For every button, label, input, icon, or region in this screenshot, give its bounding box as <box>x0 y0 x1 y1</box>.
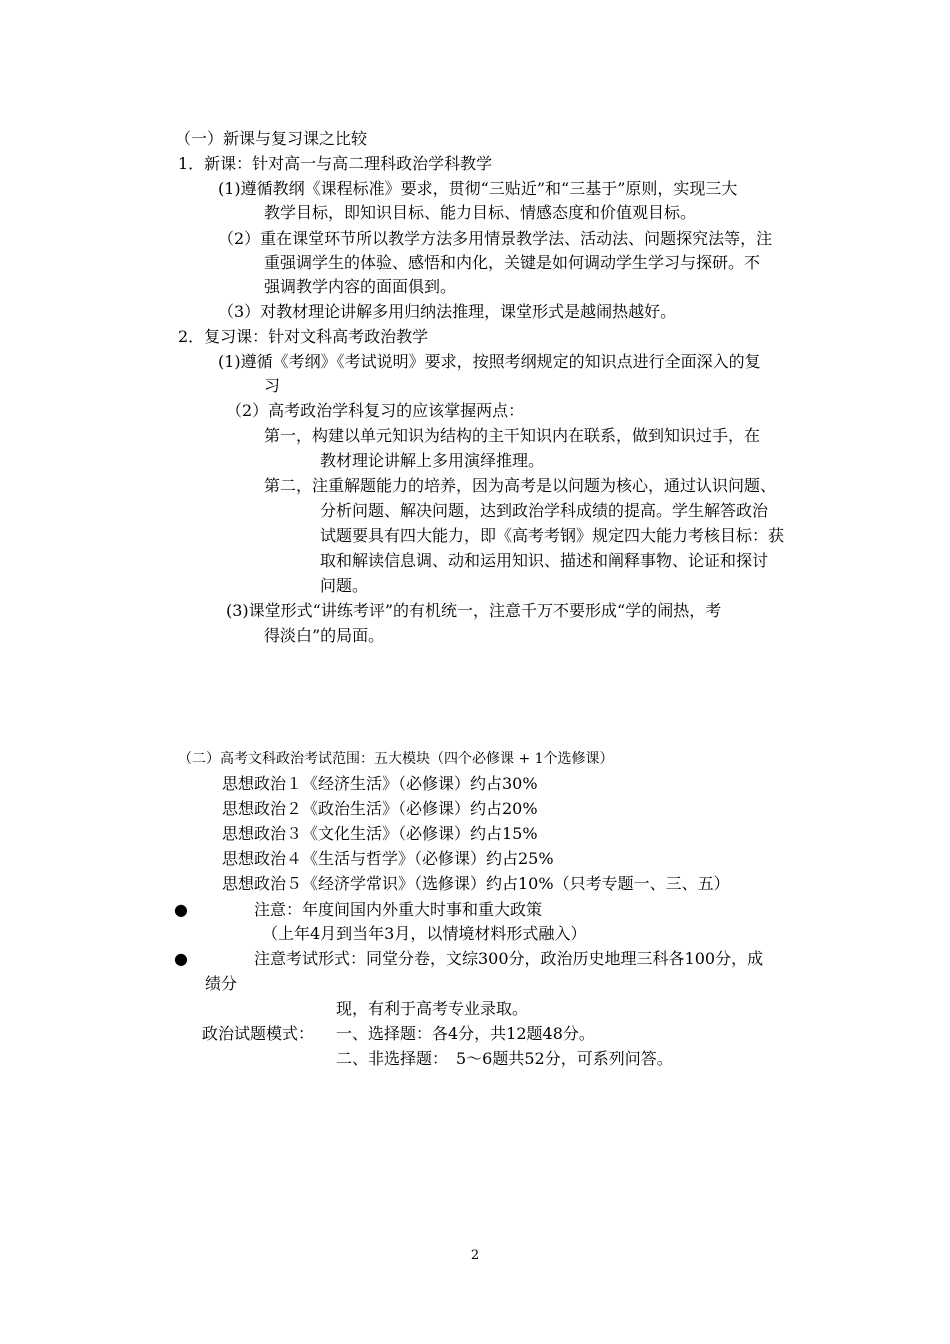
part2-item3-line1: (3)课堂形式“讲练考评”的有机统一，注意千万不要形成“学的闹热，考 <box>226 601 722 620</box>
format-label: 政治试题模式： <box>202 1024 315 1043</box>
point2-line4: 取和解读信息调、动和运用知识、描述和阐释事物、论证和探讨 <box>320 551 769 570</box>
part2-item1-line1: (1)遵循《考纲》《考试说明》要求，按照考纲规定的知识点进行全面深入的复 <box>218 352 761 371</box>
part1-item2-line2: 重强调学生的体验、感悟和内化，关键是如何调动学生学习与探研。不 <box>264 253 761 272</box>
part1-item2-line3: 强调教学内容的面面俱到。 <box>264 277 457 296</box>
part1-title: 1．新课：针对高一与高二理科政治学科教学 <box>178 154 493 173</box>
format-item-1: 一、选择题：各4分，共12题48分。 <box>336 1024 595 1043</box>
bullet-icon: ● <box>174 949 188 968</box>
point2-line5: 问题。 <box>320 576 369 595</box>
section2-heading: （二）高考文科政治考试范围：五大模块（四个必修课 + 1个选修课） <box>178 751 614 767</box>
module-2: 思想政治２《政治生活》（必修课）约占20% <box>222 799 538 818</box>
part1-item1-line1: (1)遵循教纲《课程标准》要求，贯彻“三贴近”和“三基于”原则，实现三大 <box>218 179 738 198</box>
page-number: 2 <box>470 1248 480 1263</box>
note2-line2: 绩分 <box>205 974 238 993</box>
module-4: 思想政治４《生活与哲学》（必修课）约占25% <box>222 849 554 868</box>
point1-line2: 教材理论讲解上多用演绎推理。 <box>320 451 545 470</box>
point2-line1: 第二，注重解题能力的培养，因为高考是以问题为核心，通过认识问题、 <box>264 476 777 495</box>
module-3: 思想政治３《文化生活》（必修课）约占15% <box>222 824 538 843</box>
module-5: 思想政治５《经济学常识》（选修课）约占10%（只考专题一、三、五） <box>222 874 730 893</box>
point2-line3: 试题要具有四大能力，即《高考考钢》规定四大能力考核目标：获 <box>320 526 785 545</box>
module-1: 思想政治１《经济生活》（必修课）约占30% <box>222 774 538 793</box>
part1-item3: （3）对教材理论讲解多用归纳法推理，课堂形式是越闹热越好。 <box>218 302 677 321</box>
section1-heading: （一）新课与复习课之比较 <box>175 129 368 148</box>
part1-item1-line2: 教学目标，即知识目标、能力目标、情感态度和价值观目标。 <box>264 203 697 222</box>
part2-item1-line2: 习 <box>264 376 281 395</box>
note1-line2: （上年4月到当年3月，以情境材料形式融入） <box>262 924 587 943</box>
part2-title: 2．复习课：针对文科高考政治教学 <box>178 327 429 346</box>
note2-line1: 注意考试形式：同堂分卷，文综300分，政治历史地理三科各100分，成 <box>254 949 764 968</box>
note2-line3: 现，有利于高考专业录取。 <box>336 999 529 1018</box>
note1-line1: 注意：年度间国内外重大时事和重大政策 <box>254 900 543 919</box>
point2-line2: 分析问题、解决问题，达到政治学科成绩的提高。学生解答政治 <box>320 501 769 520</box>
part1-item2-line1: （2）重在课堂环节所以教学方法多用情景教学法、活动法、问题探究法等，注 <box>218 229 773 248</box>
bullet-icon: ● <box>174 900 188 919</box>
format-item-2: 二、非选择题： 5～6题共52分，可系列问答。 <box>336 1049 673 1068</box>
part2-item3-line2: 得淡白”的局面。 <box>264 626 385 645</box>
point1-line1: 第一，构建以单元知识为结构的主干知识内在联系，做到知识过手，在 <box>264 426 761 445</box>
part2-item2-title: （2）高考政治学科复习的应该掌握两点： <box>226 401 525 420</box>
